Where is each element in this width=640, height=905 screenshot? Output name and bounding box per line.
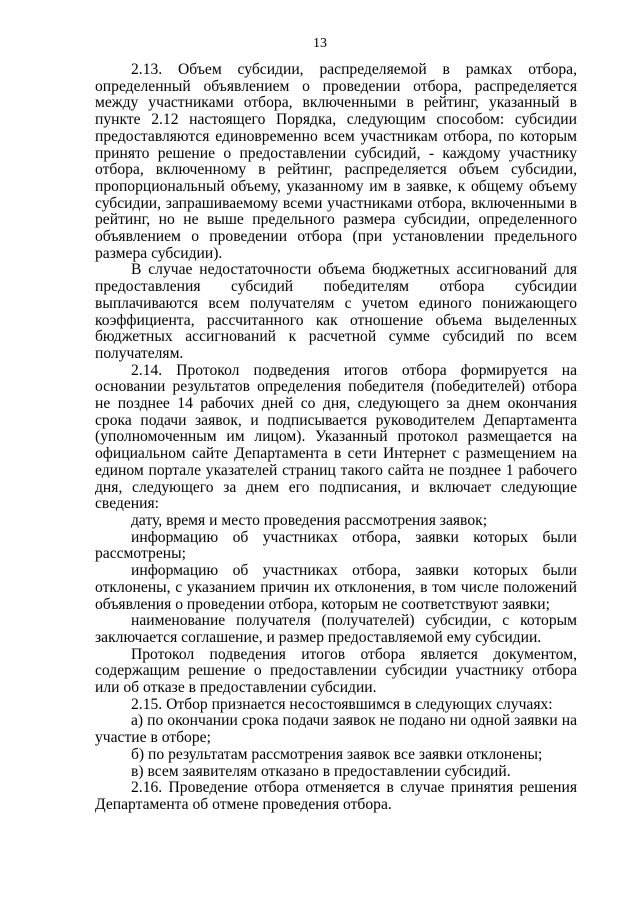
page-number: 13 (313, 36, 327, 51)
paragraph-2-15: 2.15. Отбор признается несостоявшимся в следующих случаях: (131, 695, 553, 713)
list-item-no-applications: а) по окончании срока подачи заявок не подано ни одной заявки на участие в отборе; (95, 712, 577, 747)
paragraph-insufficient-funds: В случае недостаточности объема бюджетных ассигнований для предоставления субсидий победителям отбора субсидии выплачиваются всем получателям с учетом единого понижающего коэффициента, рассчитанного как отношение объема выделенных бюджетных ассигнований к расчетной сумме субсидий по всем получателям. (95, 261, 577, 362)
paragraph-2-14: 2.14. Протокол подведения итогов отбора формируется на основании результатов определения победителя (победителей) отбора не позднее 14 рабочих дней со дня, следующего за днем окончания срока подачи заявок, и подписывается руководителем Департамента (уполномоченным им лицом). Указанный протокол размещается на официальном сайте Департамента в сети Интернет с размещением на едином портале указателей страниц такого сайта не позднее 1 рабочего дня, следующего за днем его подписания, и включает следующие сведения: (95, 361, 577, 513)
list-item-reviewed-participants: информацию об участниках отбора, заявки которых были рассмотрены; (95, 528, 577, 563)
list-item-recipient-name: наименование получателя (получателей) субсидии, с которым заключается соглашение, и размер предоставляемой ему субсидии. (95, 612, 577, 646)
list-item-all-refused: в) всем заявителям отказано в предоставлении субсидий. (131, 762, 511, 780)
paragraph-protocol-document: Протокол подведения итогов отбора является документом, содержащим решение о предоставлении субсидии участнику отбора или об отказе в предоставлении субсидии. (95, 645, 577, 697)
list-item-review-date: дату, время и место проведения рассмотрения заявок; (131, 511, 488, 529)
document-body (95, 62, 577, 814)
paragraph-2-16: 2.16. Проведение отбора отменяется в случае принятия решения Департамента об отмене проведения отбора. (95, 779, 577, 813)
list-item-rejected-participants: информацию об участниках отбора, заявки которых были отклонены, с указанием причин их отклонения, в том числе положений объявления о проведении отбора, которым не соответствуют заявки; (95, 562, 577, 613)
list-item-all-rejected: б) по результатам рассмотрения заявок все заявки отклонены; (131, 745, 543, 763)
paragraph-2-13: 2.13. Объем субсидии, распределяемой в рамках отбора, определенный объявлением о проведении отбора, распределяется между участниками отбора, включенными в рейтинг, указанный в пункте 2.12 настоящего Порядка, следующим способом: субсидии предоставляются единовременно всем участникам отбора, по которым принято решение о предоставлении субсидий, - каждому участнику отбора, включенному в рейтинг, распределяется объем субсидии, пропорциональный объему, указанному им в заявке, к общему объему субсидии, запрашиваемому всеми участниками отбора, включенными в рейтинг, но не выше предельного размера субсидии, определенного объявлением о проведении отбора (при установлении предельного размера субсидии). (95, 61, 577, 262)
